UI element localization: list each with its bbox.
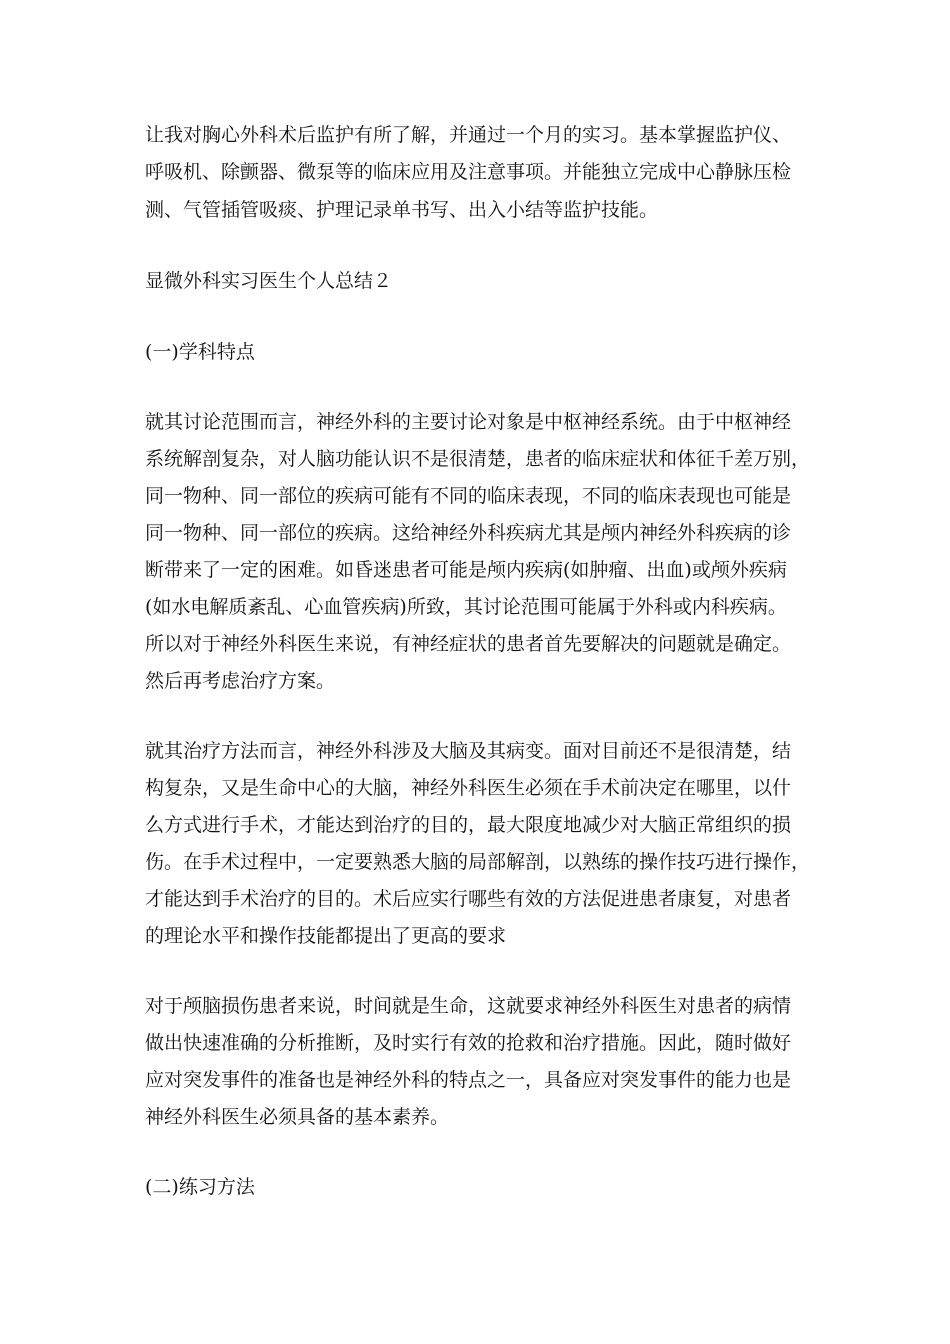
- treatment-paragraph-line: 才能达到手术治疗的目的。术后应实行哪些有效的方法促进患者康复，对患者: [145, 888, 792, 910]
- treatment-paragraph-line: 就其治疗方法而言，神经外科涉及大脑及其病变。面对目前还不是很清楚，结: [145, 740, 792, 762]
- intro-paragraph-line: 呼吸机、除颤器、微泵等的临床应用及注意事项。并能独立完成中心静脉压检: [145, 161, 792, 183]
- subsection-heading-2: (二)练习方法: [145, 1176, 255, 1198]
- scope-paragraph-line: 所以对于神经外科医生来说，有神经症状的患者首先要解决的问题就是确定。: [145, 633, 792, 655]
- emergency-paragraph-line: 神经外科医生必须具备的基本素养。: [145, 1106, 450, 1128]
- intro-paragraph-line: 测、气管插管吸痰、护理记录单书写、出入小结等监护技能。: [145, 199, 659, 221]
- treatment-paragraph-line: 的理论水平和操作技能都提出了更高的要求: [145, 925, 507, 947]
- scope-paragraph-line: 就其讨论范围而言，神经外科的主要讨论对象是中枢神经系统。由于中枢神经: [145, 411, 792, 433]
- intro-paragraph-line: 让我对胸心外科术后监护有所了解，并通过一个月的实习。基本掌握监护仪、: [145, 124, 792, 146]
- subsection-heading-1: (一)学科特点: [145, 341, 255, 363]
- scope-paragraph-line: 断带来了一定的困难。如昏迷患者可能是颅内疾病(如肿瘤、出血)或颅外疾病: [145, 559, 787, 581]
- treatment-paragraph-line: 构复杂，又是生命中心的大脑，神经外科医生必须在手术前决定在哪里，以什: [145, 777, 792, 799]
- treatment-paragraph-line: 伤。在手术过程中，一定要熟悉大脑的局部解剖，以熟练的操作技巧进行操作，: [145, 851, 811, 873]
- scope-paragraph-line: (如水电解质紊乱、心血管疾病)所致，其讨论范围可能属于外科或内科疾病。: [145, 596, 787, 618]
- section-title: 显微外科实习医生个人总结２: [145, 270, 393, 292]
- scope-paragraph-line: 同一物种、同一部位的疾病。这给神经外科疾病尤其是颅内神经外科疾病的诊: [145, 522, 792, 544]
- emergency-paragraph-line: 做出快速准确的分析推断，及时实行有效的抢救和治疗措施。因此，随时做好: [145, 1032, 792, 1054]
- emergency-paragraph-line: 应对突发事件的准备也是神经外科的特点之一，具备应对突发事件的能力也是: [145, 1069, 792, 1091]
- scope-paragraph-line: 同一物种、同一部位的疾病可能有不同的临床表现，不同的临床表现也可能是: [145, 485, 792, 507]
- scope-paragraph-line: 然后再考虑治疗方案。: [145, 670, 336, 692]
- scope-paragraph-line: 系统解剖复杂，对人脑功能认识不是很清楚，患者的临床症状和体征千差万别，: [145, 448, 811, 470]
- treatment-paragraph-line: 么方式进行手术，才能达到治疗的目的，最大限度地减少对大脑正常组织的损: [145, 814, 792, 836]
- emergency-paragraph-line: 对于颅脑损伤患者来说，时间就是生命，这就要求神经外科医生对患者的病情: [145, 995, 792, 1017]
